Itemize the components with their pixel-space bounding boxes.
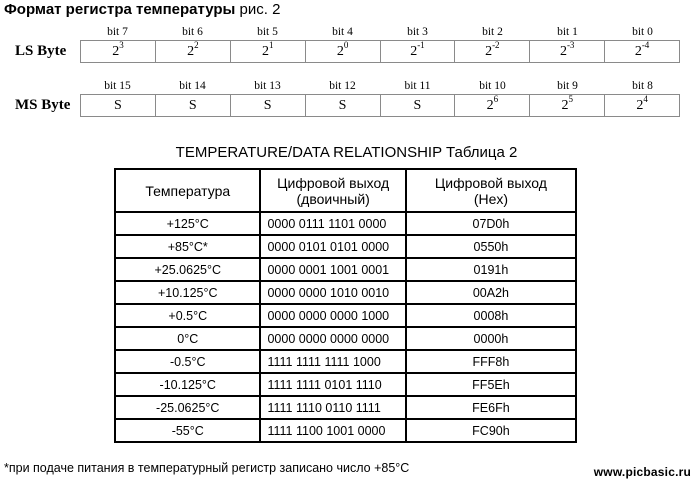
ms-byte-register (80, 94, 680, 117)
table-row (115, 212, 576, 235)
temperature-cell: +10.125°C (115, 281, 260, 304)
binary-output-cell: 0000 0000 0000 0000 (260, 327, 405, 350)
hex-output-cell: FF5Eh (406, 373, 576, 396)
ms-bit-weight (530, 95, 605, 116)
ls-bit-weight (605, 41, 679, 62)
bit-weight-exponent: -2 (492, 40, 500, 50)
binary-output-cell: 0000 0000 1010 0010 (260, 281, 405, 304)
ms-bit-label: bit 14 (179, 80, 206, 92)
header-hex-output-text: Цифровой выход (Hex) (434, 174, 547, 207)
ms-bit-label: bit 12 (329, 80, 356, 92)
bit-weight-exponent: -4 (641, 40, 650, 50)
ls-bit-label: bit 1 (557, 26, 578, 38)
header-temperature-text: Температура (145, 182, 231, 199)
ls-bit-weight (81, 41, 156, 62)
binary-output-cell: 1111 1111 1111 1000 (260, 350, 405, 373)
header-temperature (115, 169, 260, 212)
table-row (115, 373, 576, 396)
bit-weight-exponent: -1 (417, 40, 425, 50)
temperature-cell: +125°C (115, 212, 260, 235)
bit-weight-base: 2 (561, 98, 569, 113)
bit-weight-base: S (188, 98, 197, 113)
ms-bit-label: bit 11 (404, 80, 431, 92)
bit-weight-exponent: 2 (194, 40, 199, 50)
footnote: *при подаче питания в температурный регистр записано число +85°С (4, 461, 410, 475)
bit-weight-exponent: -3 (566, 40, 575, 50)
bit-weight-base: 2 (486, 98, 494, 113)
hex-output-cell: FC90h (406, 419, 576, 442)
bit-weight-exponent: 0 (343, 40, 349, 50)
ms-byte-label: MS Byte (15, 97, 71, 113)
bit-weight-base: 2 (634, 44, 642, 59)
ls-bit-weight (530, 41, 605, 62)
table-row (115, 396, 576, 419)
temperature-cell: +85°C* (115, 235, 260, 258)
header-binary-output (260, 169, 405, 212)
bit-weight-base: S (338, 98, 347, 113)
hex-output-cell: 07D0h (406, 212, 576, 235)
bit-weight-exponent: 1 (268, 40, 274, 50)
hex-output-cell: 0008h (406, 304, 576, 327)
bit-weight-base: 2 (336, 44, 344, 59)
table-row (115, 304, 576, 327)
ms-byte-bit-labels (80, 79, 680, 93)
bit-weight-base: 2 (559, 44, 567, 59)
bit-weight-exponent: 3 (119, 40, 124, 50)
ms-bit-label: bit 10 (479, 80, 506, 92)
table-row (115, 419, 576, 442)
bit-weight-base: 2 (485, 44, 493, 59)
bit-weight-base: S (114, 98, 122, 113)
binary-output-cell: 1111 1110 0110 1111 (260, 396, 405, 419)
binary-output-cell: 1111 1100 1001 0000 (260, 419, 405, 442)
bit-weight-exponent: 6 (493, 94, 499, 104)
binary-output-cell: 0000 0101 0101 0000 (260, 235, 405, 258)
bit-weight-exponent: 5 (568, 94, 573, 104)
ls-bit-weight (455, 41, 530, 62)
ls-bit-label: bit 0 (632, 26, 653, 38)
ls-byte-register (80, 40, 680, 63)
hex-output-cell: 0191h (406, 258, 576, 281)
ls-bit-label: bit 6 (182, 26, 203, 38)
ls-bit-weight (156, 41, 231, 62)
table-header-row (115, 169, 576, 212)
hex-output-cell: 0550h (406, 235, 576, 258)
ms-bit-label: bit 15 (104, 80, 131, 92)
ls-bit-label: bit 2 (482, 26, 503, 38)
binary-output-cell: 0000 0000 0000 1000 (260, 304, 405, 327)
table-caption: TEMPERATURE/DATA RELATIONSHIP Таблица 2 (175, 144, 518, 161)
hex-output-cell: 00A2h (406, 281, 576, 304)
binary-output-cell: 0000 0001 1001 0001 (260, 258, 405, 281)
temperature-cell: -10.125°C (115, 373, 260, 396)
ls-bit-label: bit 3 (407, 26, 428, 38)
table-row (115, 350, 576, 373)
bit-weight-base: 2 (112, 44, 120, 59)
table-row (115, 258, 576, 281)
temperature-cell: -0.5°C (115, 350, 260, 373)
table-row (115, 235, 576, 258)
ls-byte-bit-labels (80, 25, 680, 39)
temperature-cell: +25.0625°C (115, 258, 260, 281)
bit-weight-base: 2 (187, 44, 195, 59)
table-body (115, 212, 576, 442)
hex-output-cell: FFF8h (406, 350, 576, 373)
ls-bit-label: bit 5 (257, 26, 278, 38)
watermark: www.picbasic.ru (593, 465, 691, 479)
ls-bit-label: bit 7 (107, 26, 128, 38)
temperature-cell: 0°C (115, 327, 260, 350)
ms-bit-label: bit 13 (254, 80, 281, 92)
temperature-cell: -55°C (115, 419, 260, 442)
page-title-bold: Формат регистра температуры (4, 1, 236, 18)
ls-bit-weight (231, 41, 306, 62)
page-title (4, 0, 280, 20)
table-row (115, 281, 576, 304)
ls-bit-weight (306, 41, 381, 62)
ms-bit-weight (381, 95, 456, 116)
ls-bit-label: bit 4 (332, 26, 353, 38)
ls-byte-label: LS Byte (15, 43, 67, 59)
bit-weight-base: S (413, 98, 422, 113)
ms-bit-weight (81, 95, 156, 116)
ms-bit-weight (455, 95, 530, 116)
binary-output-cell: 1111 1111 0101 1110 (260, 373, 405, 396)
hex-output-cell: 0000h (406, 327, 576, 350)
binary-output-cell: 0000 0111 1101 0000 (260, 212, 405, 235)
header-hex-output (406, 169, 576, 212)
hex-output-cell: FE6Fh (406, 396, 576, 419)
ms-bit-weight (231, 95, 306, 116)
ms-bit-weight (605, 95, 679, 116)
header-binary-output-text: Цифровой выход (двоичный) (277, 174, 390, 207)
ls-bit-weight (381, 41, 456, 62)
ms-bit-weight (306, 95, 381, 116)
ms-bit-label: bit 8 (632, 80, 653, 92)
ms-bit-label: bit 9 (557, 80, 578, 92)
bit-weight-base: S (263, 98, 272, 113)
bit-weight-base: 2 (410, 44, 418, 59)
table-row (115, 327, 576, 350)
bit-weight-base: 2 (636, 98, 644, 113)
temperature-cell: -25.0625°C (115, 396, 260, 419)
bit-weight-base: 2 (261, 44, 269, 59)
temperature-cell: +0.5°C (115, 304, 260, 327)
page-title-suffix: рис. 2 (235, 1, 281, 18)
bit-weight-exponent: 4 (643, 94, 648, 104)
ms-bit-weight (156, 95, 231, 116)
temperature-data-table (114, 168, 577, 443)
